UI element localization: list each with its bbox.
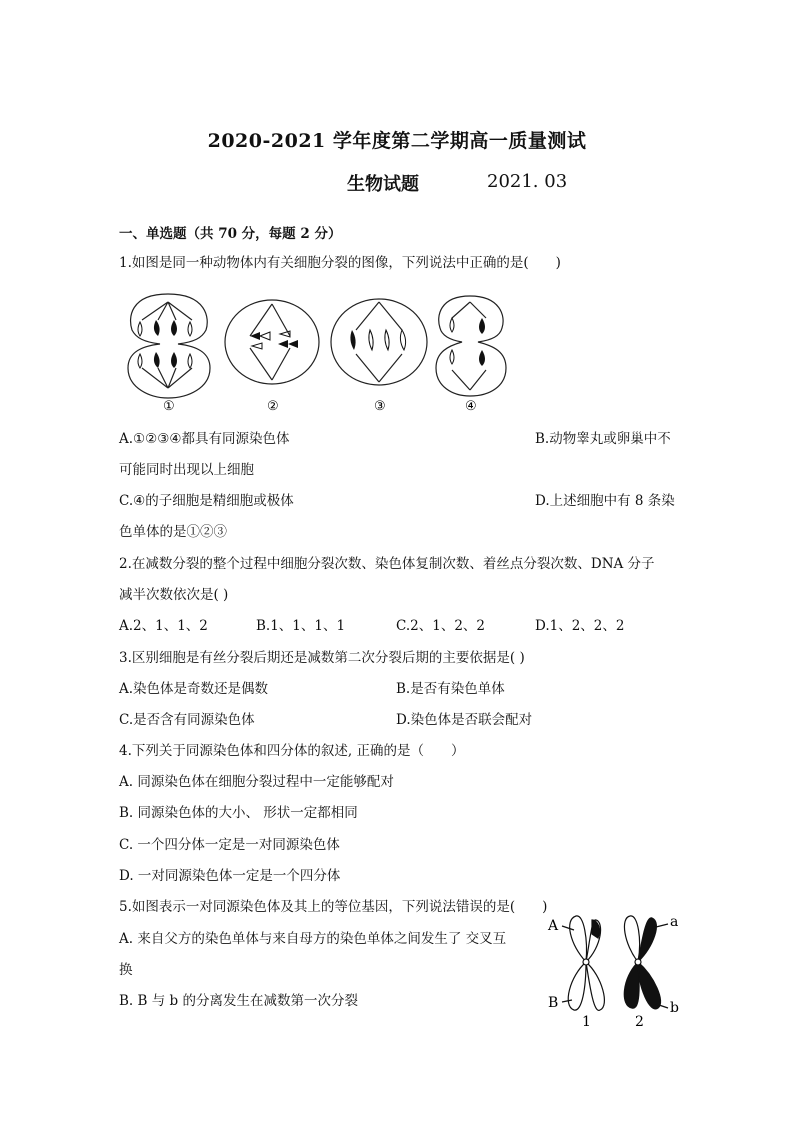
- q2-option-c: C.2、1、2、2: [396, 618, 485, 634]
- subject-title: 生物试题: [347, 174, 419, 195]
- q3-option-a: A.染色体是奇数还是偶数: [119, 681, 269, 697]
- allele-b-label: b: [670, 1000, 679, 1016]
- q1-option-a: A.①②③④都具有同源染色体: [119, 431, 290, 447]
- q3-option-d: D.染色体是否联会配对: [396, 712, 533, 728]
- q2-option-a: A.2、1、1、2: [119, 618, 208, 634]
- exam-date: 2021. 03: [487, 171, 568, 192]
- q5-option-a: A. 来自父方的染色单体与来自母方的染色单体之间发生了 交叉互: [119, 931, 507, 947]
- q1-option-d-cont: 色单体的是①②③: [119, 524, 227, 540]
- cell-label-4: ④: [465, 399, 477, 414]
- q1-stem: 1.如图是同一种动物体内有关细胞分裂的图像，下列说法中正确的是( ): [119, 255, 561, 271]
- cell-division-figure: [120, 290, 520, 415]
- q2-option-d: D.1、2、2、2: [535, 618, 625, 634]
- q1-option-c: C.④的子细胞是精细胞或极体: [119, 493, 294, 509]
- section-heading: 一、单选题（共 70 分，每题 2 分）: [119, 226, 342, 242]
- q3-option-c: C.是否含有同源染色体: [119, 712, 255, 728]
- q4-option-c: C. 一个四分体一定是一对同源染色体: [119, 837, 340, 853]
- allele-a-label: a: [670, 914, 679, 930]
- q1-option-b: B.动物睾丸或卵巢中不: [535, 431, 671, 447]
- q4-option-d: D. 一对同源染色体一定是一个四分体: [119, 868, 341, 884]
- allele-B-label: B: [548, 995, 559, 1011]
- allele-A-label: A: [548, 918, 559, 934]
- q2-stem: 2.在减数分裂的整个过程中细胞分裂次数、染色体复制次数、着丝点分裂次数、DNA 分子: [119, 556, 655, 572]
- q4-option-a: A. 同源染色体在细胞分裂过程中一定能够配对: [119, 774, 394, 790]
- exam-title: 2020-2021 学年度第二学期高一质量测试: [207, 130, 587, 152]
- q3-stem: 3.区别细胞是有丝分裂后期还是减数第二次分裂后期的主要依据是( ): [119, 650, 525, 666]
- q1-option-d: D.上述细胞中有 8 条染: [535, 493, 675, 509]
- homologous-chromosomes-figure: [540, 910, 690, 1032]
- q5-stem: 5.如图表示一对同源染色体及其上的等位基因，下列说法错误的是( ): [119, 899, 548, 915]
- q2-option-b: B.1、1、1、1: [256, 618, 346, 634]
- q5-option-b: B. B 与 b 的分离发生在减数第一次分裂: [119, 993, 358, 1009]
- q5-option-a-cont: 换: [119, 962, 133, 978]
- q3-option-b: B.是否有染色单体: [396, 681, 505, 697]
- q1-option-b-cont: 可能同时出现以上细胞: [119, 462, 254, 478]
- q4-option-b: B. 同源染色体的大小、 形状一定都相同: [119, 805, 358, 821]
- cell-label-2: ②: [267, 399, 279, 414]
- q4-stem: 4.下列关于同源染色体和四分体的叙述, 正确的是（ ）: [119, 743, 465, 759]
- chromosome-2-label: 2: [635, 1014, 644, 1030]
- cell-label-3: ③: [374, 399, 386, 414]
- cell-label-1: ①: [163, 399, 175, 414]
- q2-stem-cont: 减半次数依次是( ): [119, 587, 229, 603]
- chromosome-1-label: 1: [582, 1014, 591, 1030]
